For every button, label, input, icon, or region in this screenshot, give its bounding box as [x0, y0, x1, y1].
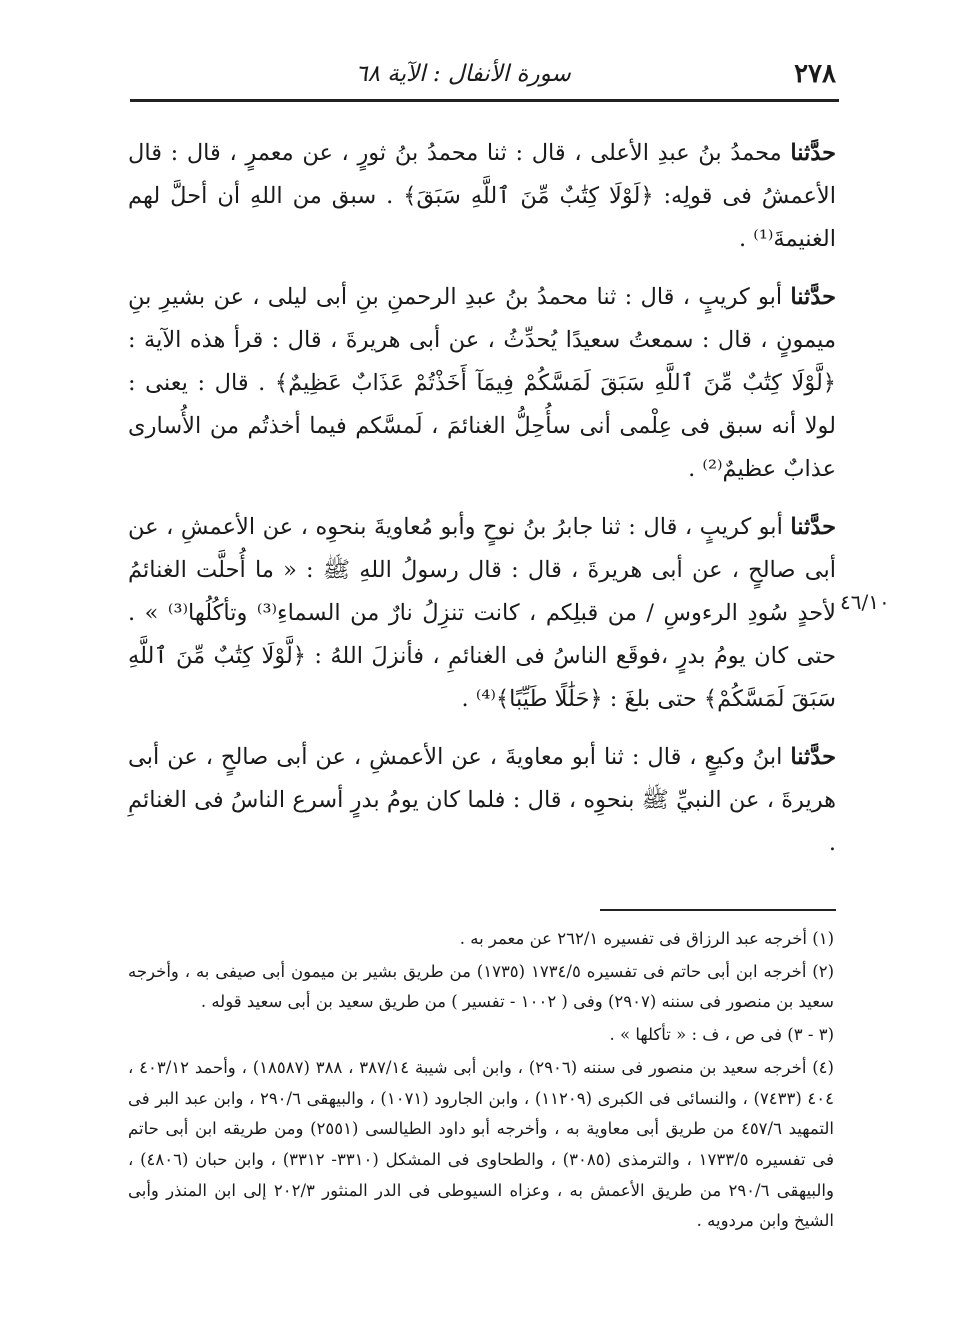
paragraph-lead: حدَّثنا [790, 140, 836, 166]
margin-volume-page-note: ٤٦/١٠ [840, 590, 890, 614]
footnote: (٤) أخرجه سعيد بن منصور فى سننه (٢٩٠٦) ، وابن أبى شيبة ٣٨٧/١٤ ، ٣٨٨ (١٨٥٨٧) ، وأحمد ٤٠٣/١٢ ، ٤٠٤ (٧٤٣٣) ، والنسائى فى الكبرى (١١٢٠٩) ، وابن الجارود (١٠٧١) ، والبيهقى ٢٩٠/٦ ، وابن عبد البر فى التمهيد ٤٥٧/٦ من طريق أبى معاوية به ، وأخرجه أبو داود الطيالسى (٢٥٥١) ومن طريقه ابن أبى حاتم فى تفسيره ١٧٣٣/٥ ، والترمذى (٣٠٨٥) ، والطحاوى فى المشكل (٣٣١٠- ٣٣١٢) ، وابن حبان (٤٨٠٦) ، والبيهقى ٢٩٠/٦ من طريق الأعمش به ، وعزاه السيوطى فى الدر المنثور ٢٠٢/٣ إلى ابن المنذر وأبى الشيخ وابن مردويه . [128, 1057, 835, 1231]
running-title: سورة الأنفال : الآية ٦٨ [355, 61, 571, 87]
paragraph-text: ابنُ وكيعٍ ، قال : ثنا أبو معاويةَ ، عن الأعمشِ ، عن أبى صالحٍ ، عن أبى هريرةَ ، عن النبيِّ ﷺ بنحوِه ، قال : فلما كان يومُ بدرٍ أسرع الناسُ فى الغنائمِ . [128, 743, 836, 857]
footnote-rule [600, 909, 836, 911]
paragraph-lead: حدَّثنا [790, 283, 836, 310]
paragraph [128, 132, 836, 262]
main-text [128, 132, 836, 879]
paragraph [128, 506, 836, 722]
paragraph [128, 736, 836, 866]
paragraph-text: أبو كريبٍ ، قال : ثنا جابرُ بنُ نوحٍ وأبو مُعاويةَ بنحوِه ، عن الأعمشِ ، عن أبى صالحٍ ، عن أبى هريرةَ ، قال : قال رسولُ اللهِ ﷺ : « ما أُحلَّت الغنائمُ لأحدٍ سُودِ الرءوسِ / من قبلِكم ، كانت تنزِلُ نارٌ من السماءِ⁽³⁾ وتأكُلُها⁽³⁾ » . حتى كان يومُ بدرٍ ،فوقَع الناسُ فى الغنائمِ ، فأنزلَ اللهُ : ﴿لَّوْلَا كِتَٰبٌ مِّنَ ٱللَّهِ سَبَقَ لَمَسَّكُمْ﴾ حتى بلغَ : ﴿حَلَٰلًا طَيِّبًا﴾⁽⁴⁾ . [128, 513, 837, 713]
footnote: (٢) أخرجه ابن أبى حاتم فى تفسيره ١٧٣٤/٥ (١٧٣٥) من طريق بشير بن ميمون أبى صيفى به ، وأخرجه سعيد بن منصور فى سننه (٢٩٠٧) وفى ( ١٠٠٢ - تفسير ) من طريق سعيد بن أبى سعيد قوله . [128, 961, 835, 1012]
paragraph-lead: حدَّثنا [790, 743, 836, 770]
page-header [130, 55, 836, 95]
paragraph-text: محمدُ بنُ عبدِ الأعلى ، قال : ثنا محمدُ بنُ ثورٍ ، عن معمرٍ ، قال : قال الأعمشُ فى قولِه: ﴿لَوْلَا كِتَٰبٌ مِّنَ ٱللَّهِ سَبَقَ﴾ . سبق من اللهِ أن أحلَّ لهم الغنيمةَ⁽¹⁾ . [128, 140, 836, 253]
footnotes [128, 924, 834, 1239]
footnote: (٣ - ٣) فى ص ، ف : « تأكلها » . [609, 1025, 834, 1045]
footnote: (١) أخرجه عبد الرزاق فى تفسيره ٢٦٢/١ عن معمر به . [459, 929, 834, 948]
page-number: ٢٧٨ [794, 59, 836, 89]
paragraph-text: أبو كريبٍ ، قال : ثنا محمدُ بنُ عبدِ الرحمنِ بنِ أبى ليلى ، عن بشيرِ بنِ ميمونٍ ، قال : سمعتُ سعيدًا يُحدِّثُ ، عن أبى هريرةَ ، قال : قرأ هذه الآية : ﴿لَّوْلَا كِتَٰبٌ مِّنَ ٱللَّهِ سَبَقَ لَمَسَّكُمْ فِيمَآ أَخَذْتُمْ عَذَابٌ عَظِيمٌ﴾ . قال : يعنى : لولا أنه سبق فى عِلْمى أنى سأُحِلُّ الغنائمَ ، لَمسَّكم فيما أخذتُم من الأُسارى عذابٌ عظيمٌ⁽²⁾ . [128, 283, 836, 483]
paragraph [128, 276, 836, 492]
paragraph-lead: حدَّثنا [790, 513, 836, 540]
header-rule [130, 99, 839, 102]
